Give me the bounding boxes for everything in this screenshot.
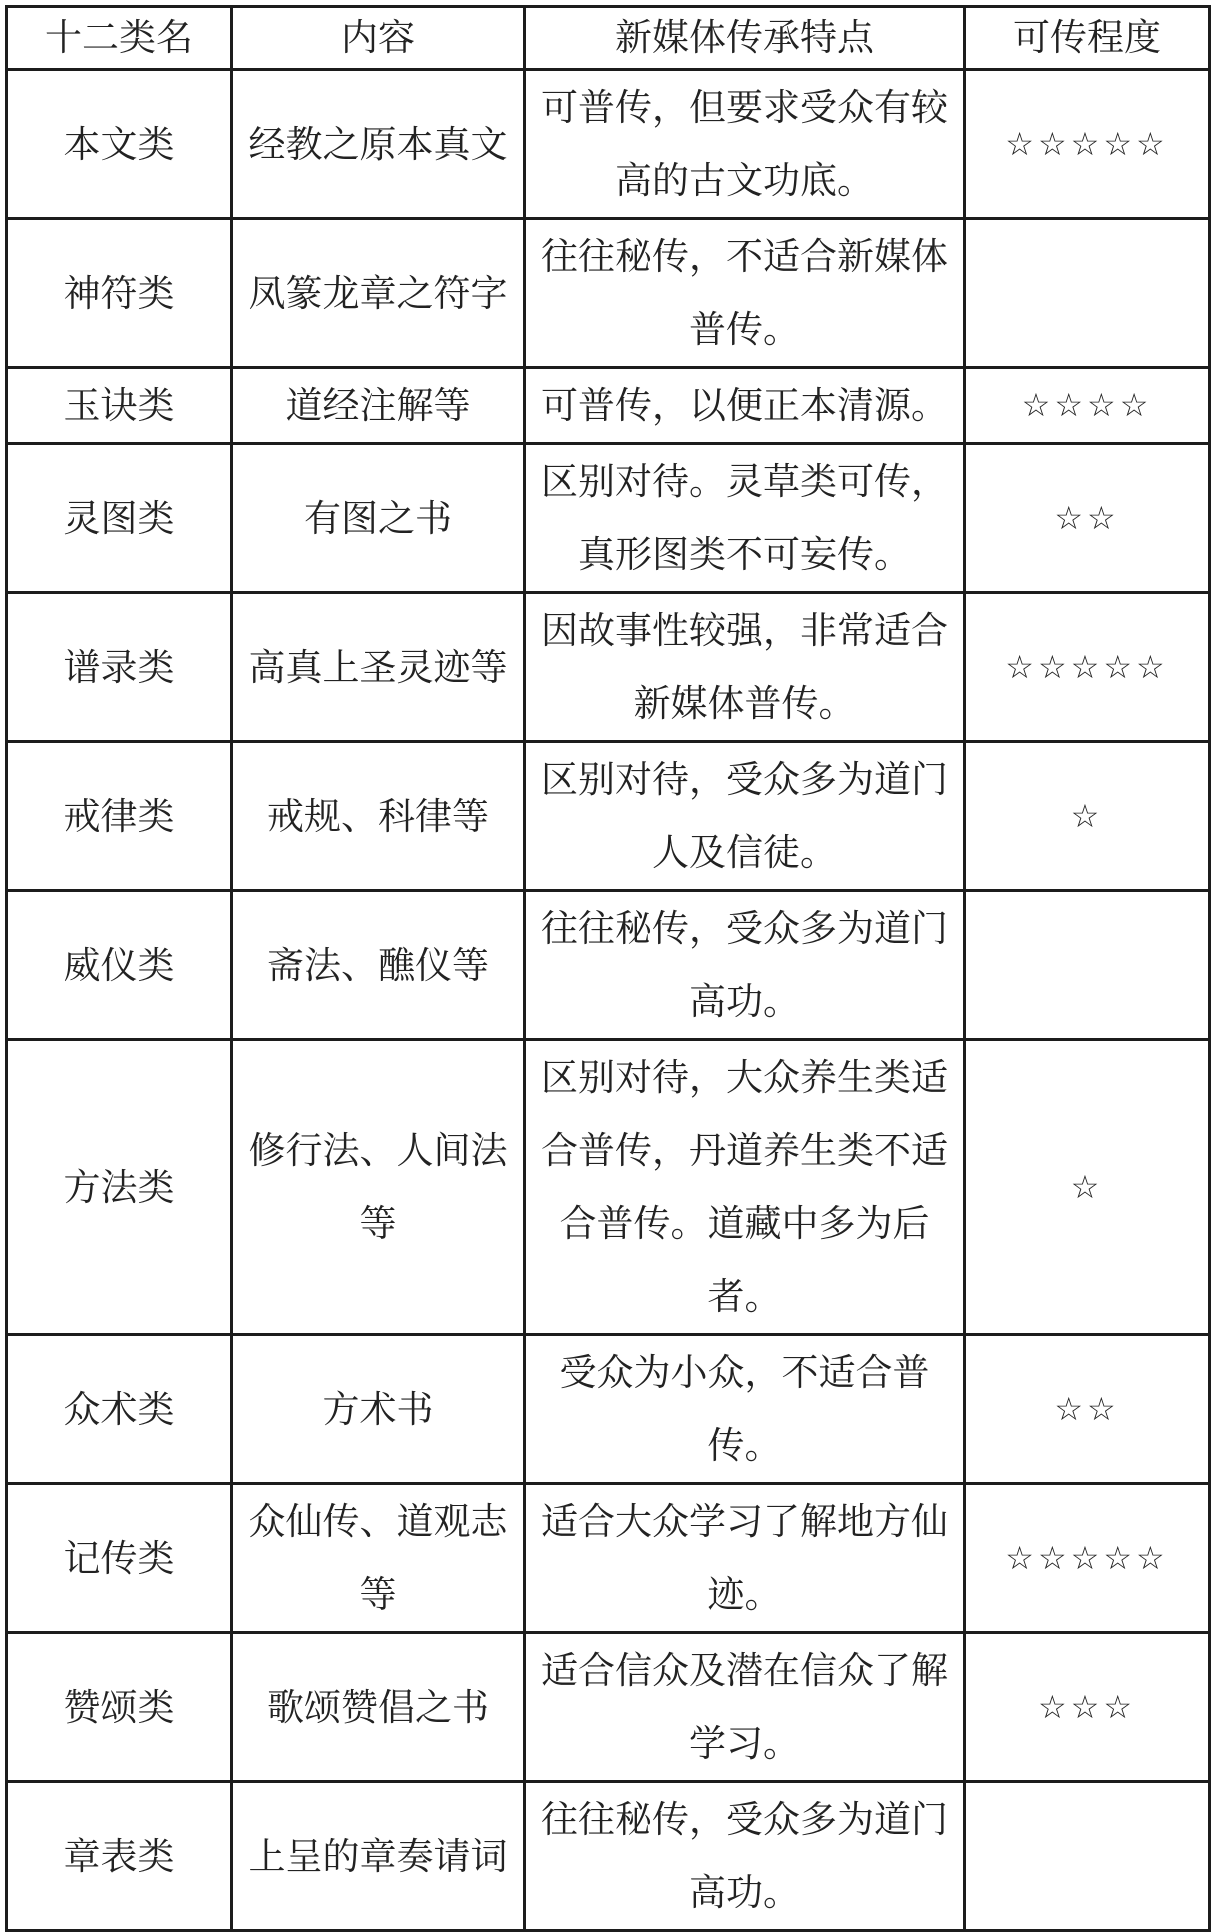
star-icon: ☆ bbox=[1136, 647, 1169, 686]
rating-cell bbox=[965, 1484, 1210, 1633]
star-icon: ☆ bbox=[1103, 1538, 1137, 1577]
star-icon: ☆ bbox=[1136, 124, 1169, 163]
feature-cell: 往往秘传，受众多为道门高功。 bbox=[525, 891, 965, 1040]
rating-cell bbox=[965, 444, 1210, 593]
rating-cell bbox=[965, 368, 1210, 444]
star-icon: ☆ bbox=[1103, 1687, 1137, 1726]
content-cell: 修行法、人间法等 bbox=[232, 1040, 525, 1335]
category-cell-fangfa: 方法类 bbox=[7, 1040, 232, 1335]
feature-cell: 适合信众及潜在信众了解学习。 bbox=[525, 1633, 965, 1782]
table-row bbox=[7, 1335, 1210, 1484]
star-icon: ☆ bbox=[1037, 647, 1071, 686]
star-icon: ☆ bbox=[1005, 647, 1038, 686]
rating-cell bbox=[965, 593, 1210, 742]
star-icon: ☆ bbox=[1005, 1538, 1038, 1577]
feature-cell: 往往秘传，受众多为道门高功。 bbox=[525, 1782, 965, 1931]
star-icon: ☆ bbox=[1037, 124, 1071, 163]
rating-cell bbox=[965, 1633, 1210, 1782]
header-feature: 新媒体传承特点 bbox=[525, 7, 965, 70]
rating-cell bbox=[965, 219, 1210, 368]
category-cell-shenfu: 神符类 bbox=[7, 219, 232, 368]
star-icon: ☆ bbox=[1021, 386, 1055, 424]
table-row bbox=[7, 70, 1210, 219]
table-row bbox=[7, 219, 1210, 368]
star-icon: ☆ bbox=[1070, 1538, 1104, 1577]
content-cell: 有图之书 bbox=[232, 444, 525, 593]
content-cell: 戒规、科律等 bbox=[232, 742, 525, 891]
category-cell-jizhuan: 记传类 bbox=[7, 1484, 232, 1633]
category-cell-zansong: 赞颂类 bbox=[7, 1633, 232, 1782]
table-row bbox=[7, 1633, 1210, 1782]
feature-cell: 受众为小众，不适合普传。 bbox=[525, 1335, 965, 1484]
star-icon: ☆ bbox=[1087, 498, 1120, 537]
feature-cell: 区别对待，大众养生类适合普传，丹道养生类不适合普传。道藏中多为后者。 bbox=[525, 1040, 965, 1335]
star-icon: ☆ bbox=[1005, 124, 1038, 163]
header-content: 内容 bbox=[232, 7, 525, 70]
star-icon: ☆ bbox=[1070, 796, 1104, 835]
classification-table bbox=[5, 5, 1211, 1932]
header-rating: 可传程度 bbox=[965, 7, 1210, 70]
table-row bbox=[7, 891, 1210, 1040]
feature-cell: 因故事性较强，非常适合新媒体普传。 bbox=[525, 593, 965, 742]
feature-cell: 区别对待，受众多为道门人及信徒。 bbox=[525, 742, 965, 891]
header-row bbox=[7, 7, 1210, 70]
category-cell-pulu: 谱录类 bbox=[7, 593, 232, 742]
star-icon: ☆ bbox=[1087, 1389, 1120, 1428]
feature-cell: 往往秘传，不适合新媒体普传。 bbox=[525, 219, 965, 368]
table-body bbox=[7, 70, 1210, 1931]
star-icon: ☆ bbox=[1136, 1538, 1169, 1577]
category-cell-zhangbiao: 章表类 bbox=[7, 1782, 232, 1931]
content-cell: 经教之原本真文 bbox=[232, 70, 525, 219]
table-row bbox=[7, 368, 1210, 444]
star-icon: ☆ bbox=[1054, 1389, 1087, 1428]
feature-cell: 适合大众学习了解地方仙迹。 bbox=[525, 1484, 965, 1633]
star-icon: ☆ bbox=[1103, 647, 1137, 686]
content-cell: 道经注解等 bbox=[232, 368, 525, 444]
table-row bbox=[7, 1782, 1210, 1931]
rating-cell bbox=[965, 891, 1210, 1040]
star-icon: ☆ bbox=[1103, 124, 1137, 163]
feature-cell: 区别对待。灵草类可传，真形图类不可妄传。 bbox=[525, 444, 965, 593]
rating-cell bbox=[965, 742, 1210, 891]
category-cell-weiyi: 威仪类 bbox=[7, 891, 232, 1040]
header-category: 十二类名 bbox=[7, 7, 232, 70]
rating-cell bbox=[965, 1335, 1210, 1484]
category-cell-benwen: 本文类 bbox=[7, 70, 232, 219]
star-icon: ☆ bbox=[1087, 386, 1120, 424]
star-icon: ☆ bbox=[1119, 386, 1153, 424]
rating-cell bbox=[965, 1782, 1210, 1931]
table-row bbox=[7, 742, 1210, 891]
content-cell: 高真上圣灵迹等 bbox=[232, 593, 525, 742]
feature-cell: 可普传，但要求受众有较高的古文功底。 bbox=[525, 70, 965, 219]
table-row bbox=[7, 1484, 1210, 1633]
category-cell-yujue: 玉诀类 bbox=[7, 368, 232, 444]
content-cell: 凤篆龙章之符字 bbox=[232, 219, 525, 368]
star-icon: ☆ bbox=[1054, 386, 1087, 424]
table-row bbox=[7, 1040, 1210, 1335]
rating-cell bbox=[965, 70, 1210, 219]
feature-cell: 可普传，以便正本清源。 bbox=[525, 368, 965, 444]
content-cell: 歌颂赞倡之书 bbox=[232, 1633, 525, 1782]
content-cell: 众仙传、道观志等 bbox=[232, 1484, 525, 1633]
star-icon: ☆ bbox=[1037, 1687, 1071, 1726]
category-cell-lingtu: 灵图类 bbox=[7, 444, 232, 593]
content-cell: 方术书 bbox=[232, 1335, 525, 1484]
star-icon: ☆ bbox=[1054, 498, 1087, 537]
table-row bbox=[7, 444, 1210, 593]
star-icon: ☆ bbox=[1070, 647, 1104, 686]
rating-cell bbox=[965, 1040, 1210, 1335]
star-icon: ☆ bbox=[1070, 1687, 1104, 1726]
star-icon: ☆ bbox=[1037, 1538, 1071, 1577]
star-icon: ☆ bbox=[1070, 1167, 1104, 1206]
content-cell: 斋法、醮仪等 bbox=[232, 891, 525, 1040]
content-cell: 上呈的章奏请词 bbox=[232, 1782, 525, 1931]
table-row bbox=[7, 593, 1210, 742]
star-icon: ☆ bbox=[1070, 124, 1104, 163]
category-cell-zhongshu: 众术类 bbox=[7, 1335, 232, 1484]
category-cell-jielu: 戒律类 bbox=[7, 742, 232, 891]
